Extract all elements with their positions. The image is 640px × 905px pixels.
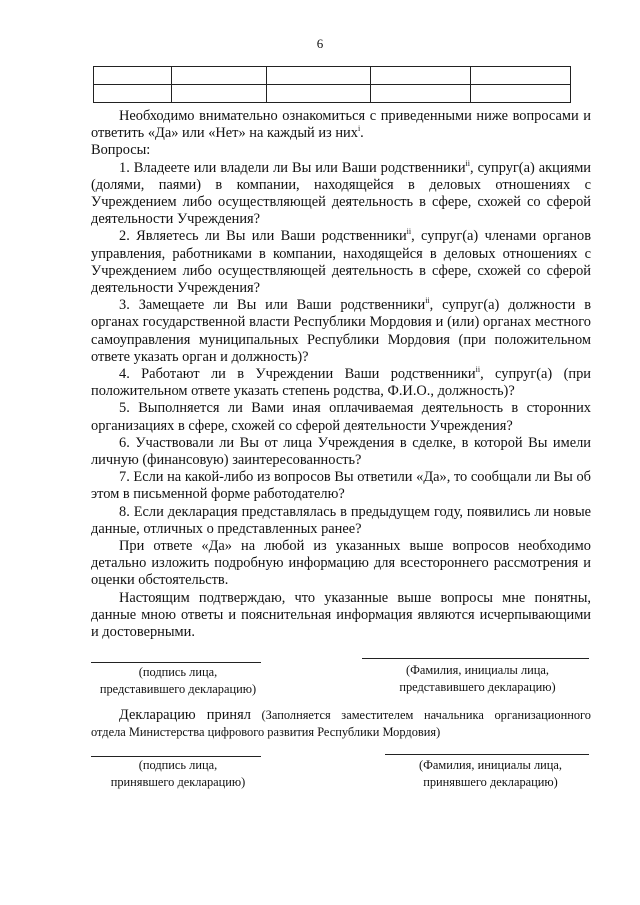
caption-line: представившего декларацию) (399, 679, 556, 694)
question-text: , супруг(а) акциями (долями, паями) в компании, находящейся в деловых отношениях с Учреждением либо осуществляющей деятельность в сфере, схожей со сферой деятельности Учреждения? (91, 159, 591, 228)
accepted-by-label: Декларацию принял (119, 707, 251, 723)
accepted-by-note: (Заполняется заместителем начальника организационного отдела Министерства цифрового развития Республики Мордовия) (91, 708, 591, 740)
declaration-body (91, 108, 591, 641)
table-row (94, 67, 571, 85)
question-text: 4. Работают ли в Учреждении Ваши родственники (119, 366, 476, 383)
footnote-marker: ii (475, 365, 481, 375)
question-item (91, 228, 591, 297)
table-cell (371, 67, 471, 85)
intro-text: Необходимо внимательно ознакомиться с приведенными ниже вопросами и ответить «Да» или «Нет» на каждый из них (91, 108, 591, 142)
caption-line: представившего декларацию) (99, 681, 257, 696)
caption-line: принявшего декларацию) (110, 774, 246, 789)
question-text: , супруг(а) членами органов управления, работниками в компании, находящейся в деловых отношениях с Учреждением либо осуществляющей деятельность в сфере, схожей со сферой деятельности Учреждения? (91, 228, 592, 297)
question-item (91, 469, 591, 503)
question-item (91, 160, 591, 229)
questions-heading-text: Вопросы: (91, 142, 151, 159)
table-cell (172, 85, 267, 103)
declaration-table-fragment (93, 66, 571, 103)
page-number: 6 (316, 36, 324, 51)
acceptor-name-line (385, 754, 589, 755)
caption-line: (Фамилия, инициалы лица, (405, 663, 549, 677)
question-item (91, 435, 591, 469)
confirmation-paragraph: Настоящим подтверждаю, что указанные выше вопросы мне понятны, данные мною ответы и пояснительная информация являются исчерпывающими и достоверными. (91, 589, 591, 641)
table-cell (371, 85, 471, 103)
footnote-marker: ii (406, 227, 412, 237)
question-text: , супруг(а) (при положительном ответе указать степень родства, Ф.И.О., должность)? (91, 366, 591, 400)
yes-answer-note: При ответе «Да» на любой из указанных выше вопросов необходимо детально изложить подробную информацию для всестороннего рассмотрения и оценки обстоятельств. (91, 538, 591, 589)
acceptor-signature-caption (78, 757, 278, 790)
caption-line: (подпись лица, (138, 758, 218, 772)
table-cell (267, 85, 371, 103)
question-item (91, 504, 591, 538)
intro-paragraph: Необходимо внимательно ознакомиться с приведенными ниже вопросами и ответить «Да» или «Нет» на каждый из них$^i$. (91, 108, 591, 142)
accepted-by-paragraph (91, 707, 591, 741)
caption-line: принявшего декларацию) (423, 774, 558, 789)
question-text: 5. Выполняется ли Вами иная оплачиваемая деятельность в сторонних организациях в сфере, схожей со сферой деятельности Учреждения? (91, 400, 591, 434)
question-text: 2. Являетесь ли Вы или Ваши родственники (119, 228, 407, 245)
table-cell (172, 67, 267, 85)
question-item (91, 400, 591, 434)
footnote-marker: ii (425, 296, 430, 306)
question-text: , супруг(а) должности в органах государственной власти Республики Мордовия и (или) органах местного самоуправления муниципальных Республики Мордовия (при положительном ответе указать орган и должность)? (91, 297, 591, 365)
question-item (91, 297, 591, 366)
question-item (91, 366, 591, 400)
table-cell (471, 85, 571, 103)
declarant-name-line (362, 658, 589, 659)
declarant-signature-line (91, 662, 261, 663)
acceptor-name-caption (378, 757, 603, 790)
declarant-name-caption (365, 662, 590, 695)
caption-line: (подпись лица, (138, 665, 218, 679)
table-cell (267, 67, 371, 85)
table-cell (94, 67, 172, 85)
question-text: 3. Замещаете ли Вы или Ваши родственники (119, 297, 426, 314)
table-row (94, 85, 571, 103)
footnote-marker: ii (465, 158, 470, 168)
question-text: 6. Участвовали ли Вы от лица Учреждения в сделке, в которой Вы имели личную (финансовую) заинтересованность? (91, 434, 591, 469)
questions-heading (91, 142, 591, 159)
table-cell (471, 67, 571, 85)
footnote-marker: i (357, 124, 361, 134)
declarant-signature-caption (78, 664, 278, 697)
caption-line: (Фамилия, инициалы лица, (418, 758, 562, 772)
table-cell (94, 85, 172, 103)
question-text: 1. Владеете или владели ли Вы или Ваши родственники (119, 159, 466, 176)
question-text: 8. Если декларация представлялась в предыдущем году, появились ли новые данные, отличных о представленных ранее? (91, 503, 591, 537)
question-text: 7. Если на какой-либо из вопросов Вы ответили «Да», то сообщали ли Вы об этом в письменной форме работодателю? (91, 469, 591, 503)
